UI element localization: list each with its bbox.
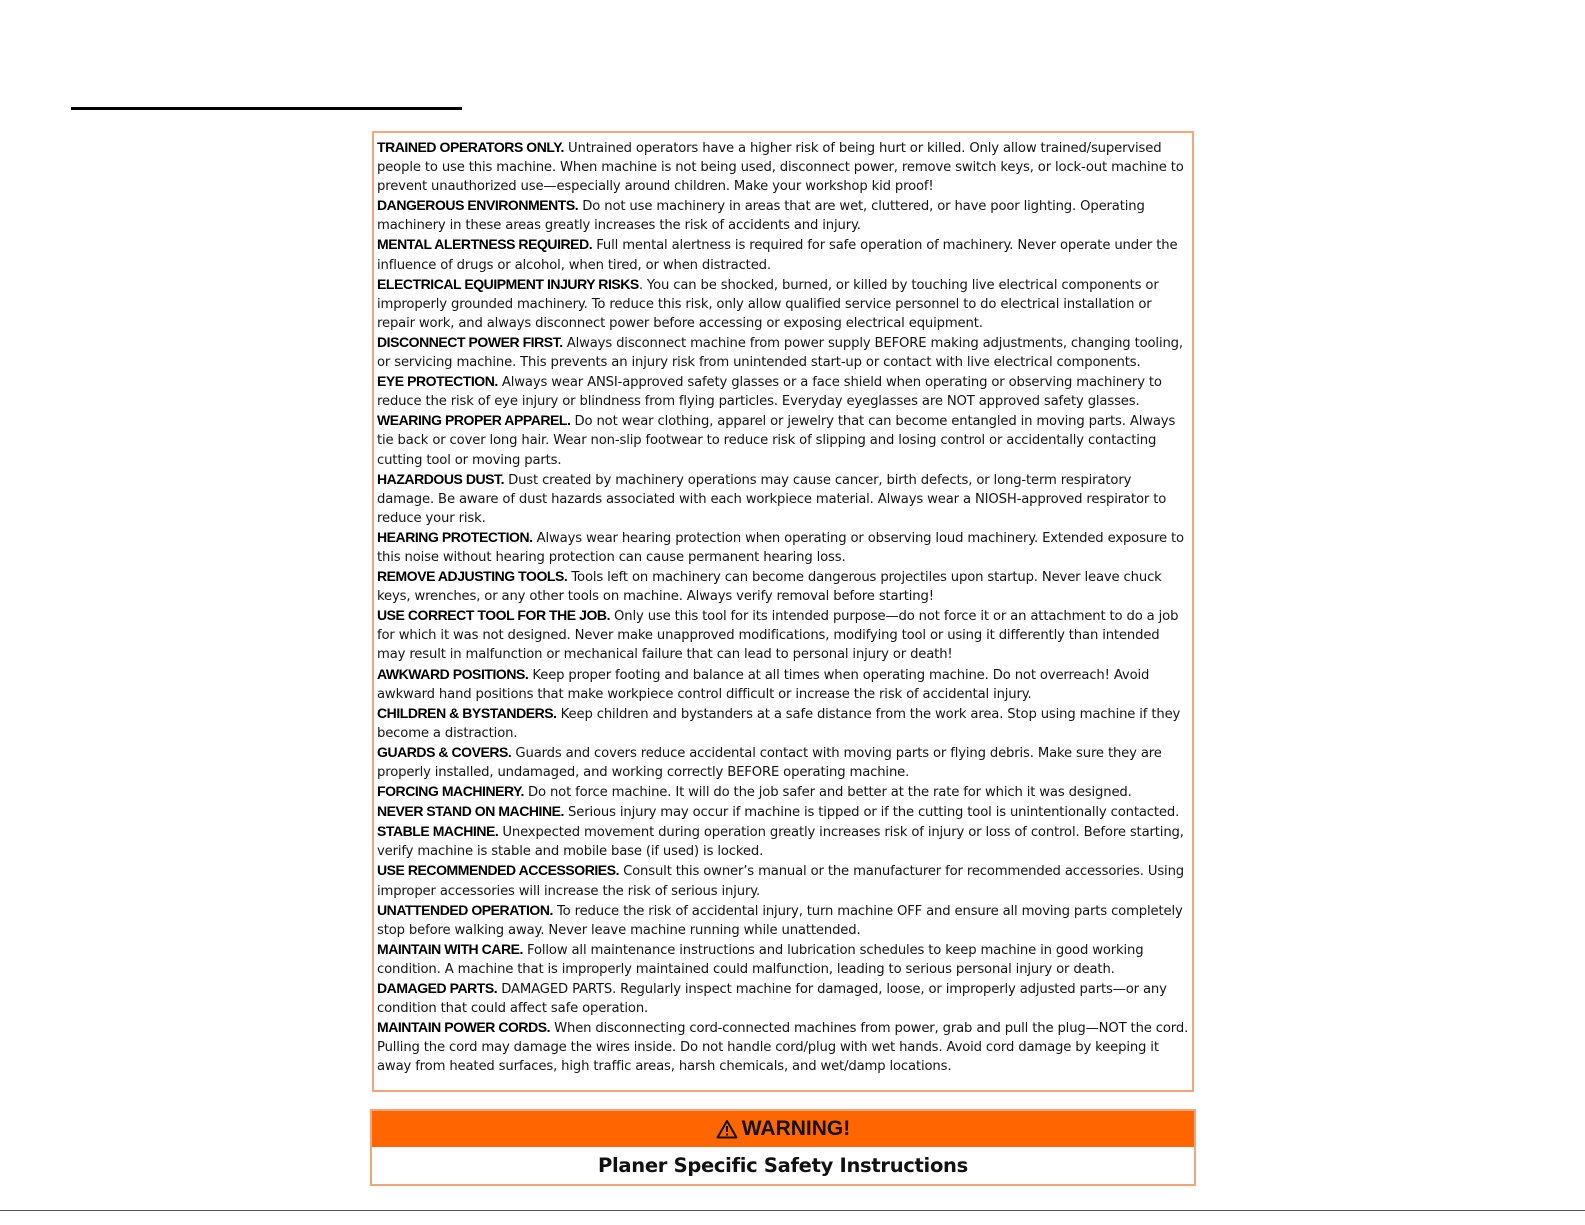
rule-title: UNATTENDED OPERATION. bbox=[377, 901, 553, 918]
warning-subtitle: Planer Specific Safety Instructions bbox=[598, 1154, 968, 1177]
safety-rule bbox=[377, 138, 1190, 196]
rule-title: WEARING PROPER APPAREL. bbox=[377, 412, 571, 429]
safety-rule bbox=[377, 782, 1190, 802]
header-divider-line bbox=[71, 107, 462, 110]
rule-title: USE CORRECT TOOL FOR THE JOB. bbox=[377, 607, 611, 624]
safety-rule bbox=[377, 704, 1190, 743]
safety-rule bbox=[377, 275, 1190, 333]
rule-body: Guards and covers reduce accidental contact with moving parts or flying debris. Make sure they are properly installed, undamaged, and working correctly BEFORE operating machine. bbox=[377, 745, 1162, 780]
safety-rule bbox=[377, 470, 1190, 528]
rule-body: Keep children and bystanders at a safe distance from the work area. Stop using machine if they become a distraction. bbox=[377, 706, 1181, 741]
rule-body: Do not use machinery in areas that are wet, cluttered, or have poor lighting. Operating machinery in these areas greatly increases the risk of accidents and injury. bbox=[377, 199, 1145, 234]
rule-title: AWKWARD POSITIONS. bbox=[377, 665, 529, 682]
rule-body: Serious injury may occur if machine is tipped or if the cutting tool is unintentionally contacted. bbox=[563, 805, 1180, 821]
rule-body: Only use this tool for its intended purpose—do not force it or an attachment to do a job for which it was not designed. Never make unapproved modifications, modifying tool or using it differently than intended may result in malfunction or mechanical failure that can lead to personal injury or death! bbox=[377, 609, 1179, 663]
safety-rule bbox=[377, 528, 1190, 567]
rule-title: REMOVE ADJUSTING TOOLS. bbox=[377, 568, 568, 585]
warning-banner bbox=[372, 1111, 1194, 1147]
safety-rule bbox=[377, 235, 1190, 274]
safety-rule bbox=[377, 822, 1190, 861]
safety-rule bbox=[377, 1018, 1190, 1076]
safety-rule bbox=[377, 372, 1190, 411]
rule-body: Always disconnect machine from power supply BEFORE making adjustments, changing tooling, or servicing machine. This prevents an injury risk from unintended start-up or contact with live electrical components. bbox=[377, 335, 1183, 371]
rule-title: HEARING PROTECTION. bbox=[377, 528, 533, 545]
rule-body: To reduce the risk of accidental injury, turn machine OFF and ensure all moving parts completely stop before walking away. Never leave machine running while unattended. bbox=[377, 903, 1183, 938]
rule-body: Dust created by machinery operations may cause cancer, birth defects, or long-term respiratory damage. Be aware of dust hazards associated with each workpiece material. Always wear a NIOSH-approved respirator to reduce your risk. bbox=[377, 472, 1167, 526]
safety-rule bbox=[377, 802, 1190, 822]
rule-title: DAMAGED PARTS. bbox=[377, 980, 498, 997]
rule-title: ELECTRICAL EQUIPMENT INJURY RISKS bbox=[377, 275, 639, 292]
rule-title: MAINTAIN POWER CORDS. bbox=[377, 1019, 551, 1036]
rule-body: Do not force machine. It will do the job safer and better at the rate for which it was designed. bbox=[523, 785, 1132, 801]
rule-title: EYE PROTECTION. bbox=[377, 373, 498, 390]
rule-body: Follow all maintenance instructions and lubrication schedules to keep machine in good working condition. A machine that is improperly maintained could malfunction, leading to serious personal injury or death. bbox=[377, 942, 1144, 977]
safety-rule bbox=[377, 411, 1190, 469]
rule-body: Untrained operators have a higher risk of being hurt or killed. Only allow trained/supervised people to use this machine. When machine is not being used, disconnect power, remove switch keys, or lock-out machine to prevent unauthorized use—especially around children. Make your workshop kid proof! bbox=[377, 141, 1184, 195]
rule-body: When disconnecting cord-connected machines from power, grab and pull the plug—NOT the cord. Pulling the cord may damage the wires inside. Do not handle cord/plug with wet hands. Avoid cord damage by keeping it away from heated surfaces, high traffic areas, harsh chemicals, and wet/damp locations. bbox=[377, 1021, 1189, 1075]
rule-title: FORCING MACHINERY. bbox=[377, 783, 524, 800]
page-bottom-line bbox=[0, 1210, 1585, 1211]
rule-title: MENTAL ALERTNESS REQUIRED. bbox=[377, 236, 593, 253]
safety-rules-box bbox=[372, 131, 1194, 1092]
rule-body: Consult this owner’s manual or the manufacturer for recommended accessories. Using improper accessories will increase the risk of serious injury. bbox=[377, 864, 1184, 899]
rule-body: Always wear ANSI-approved safety glasses or a face shield when operating or observing machinery to reduce the risk of eye injury or blindness from flying particles. Everyday eyeglasses are NOT approved safety glasses. bbox=[377, 375, 1162, 410]
safety-rule bbox=[377, 940, 1190, 979]
rule-body: Full mental alertness is required for safe operation of machinery. Never operate under the influence of drugs or alcohol, when tired, or when distracted. bbox=[377, 238, 1178, 273]
rule-body: Unexpected movement during operation greatly increases risk of injury or loss of control. Before starting, verify machine is stable and mobile base (if used) is locked. bbox=[377, 825, 1184, 860]
safety-rule bbox=[377, 861, 1190, 900]
rule-title: GUARDS & COVERS. bbox=[377, 743, 512, 760]
rule-body: . You can be shocked, burned, or killed by touching live electrical components or improperly grounded machinery. To reduce this risk, only allow qualified service personnel to do electrical installation or repair work, and always disconnect power before accessing or exposing electrical equipment. bbox=[377, 277, 1159, 331]
safety-rule bbox=[377, 196, 1190, 235]
rule-title: MAINTAIN WITH CARE. bbox=[377, 940, 523, 957]
safety-rule bbox=[377, 333, 1190, 372]
warning-triangle-icon bbox=[716, 1119, 738, 1139]
rule-body: Tools left on machinery can become dangerous projectiles upon startup. Never leave chuck keys, wrenches, or any other tools on machine. Always verify removal before starting! bbox=[377, 570, 1162, 605]
rule-title: TRAINED OPERATORS ONLY. bbox=[377, 139, 564, 155]
safety-rule bbox=[377, 979, 1190, 1018]
rule-body: DAMAGED PARTS. Regularly inspect machine for damaged, loose, or improperly adjusted parts—or any condition that could affect safe operation. bbox=[377, 982, 1167, 1017]
rule-title: HAZARDOUS DUST. bbox=[377, 470, 505, 487]
safety-rule bbox=[377, 901, 1190, 940]
rule-body: Keep proper footing and balance at all times when operating machine. Do not overreach! Avoid awkward hand positions that make workpiece control difficult or increase the risk of accidental injury. bbox=[377, 667, 1150, 702]
rule-title: USE RECOMMENDED ACCESSORIES. bbox=[377, 862, 620, 879]
warning-panel bbox=[370, 1109, 1196, 1186]
rule-body: Always wear hearing protection when operating or observing loud machinery. Extended exposure to this noise without hearing protection can cause permanent hearing loss. bbox=[377, 530, 1184, 565]
rule-title: STABLE MACHINE. bbox=[377, 823, 499, 840]
safety-rule bbox=[377, 665, 1190, 704]
safety-rule bbox=[377, 567, 1190, 606]
rule-title: NEVER STAND ON MACHINE. bbox=[377, 803, 564, 820]
safety-rule bbox=[377, 743, 1190, 782]
warning-label: WARNING! bbox=[741, 1117, 851, 1140]
safety-rule bbox=[377, 606, 1190, 664]
rule-title: CHILDREN & BYSTANDERS. bbox=[377, 704, 557, 721]
rule-body: Do not wear clothing, apparel or jewelry that can become entangled in moving parts. Always tie back or cover long hair. Wear non-slip footwear to reduce risk of slipping and losing control or accidentally contacting cutting tool or moving parts. bbox=[377, 414, 1176, 468]
rule-title: DISCONNECT POWER FIRST. bbox=[377, 333, 563, 350]
rule-title: DANGEROUS ENVIRONMENTS. bbox=[377, 197, 579, 214]
